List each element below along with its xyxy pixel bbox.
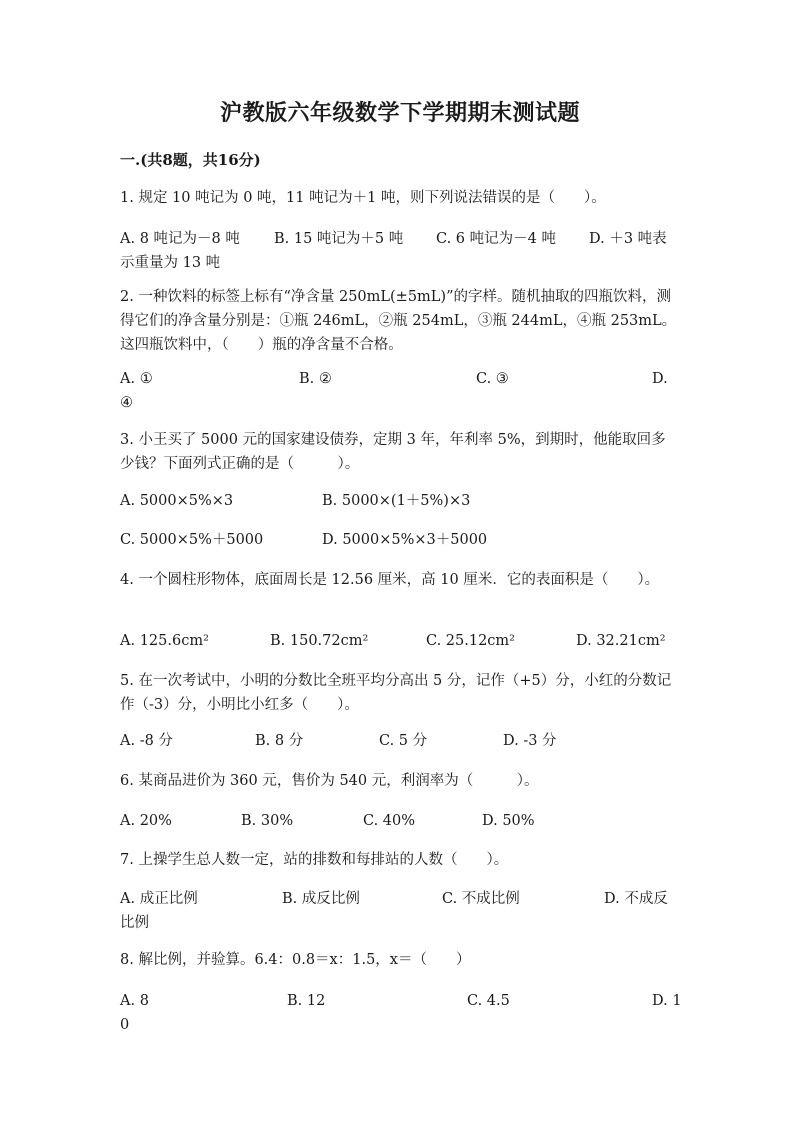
question-5-stem: 5. 在一次考试中，小明的分数比全班平均分高出 5 分，记作（+5）分，小红的分数记作（-3）分，小明比小红多（ ）。 bbox=[120, 673, 672, 713]
option-d-continued: 示重量为 13 吨 bbox=[120, 255, 221, 271]
option-c: C. 6 吨记为－4 吨 bbox=[436, 231, 556, 247]
option-d: D. -3 分 bbox=[503, 733, 557, 749]
option-d: D. 1 bbox=[652, 993, 682, 1009]
option-c: C. 5000×5%＋5000 bbox=[120, 532, 264, 548]
option-c: C. 40% bbox=[363, 813, 416, 829]
question-7-stem: 7. 上操学生总人数一定，站的排数和每排站的人数（ ）。 bbox=[120, 852, 509, 868]
question-1-stem: 1. 规定 10 吨记为 0 吨，11 吨记为＋1 吨，则下列说法错误的是（ ）。 bbox=[120, 190, 606, 206]
option-d-continued: ④ bbox=[120, 395, 133, 411]
option-c: C. 25.12cm² bbox=[426, 633, 515, 649]
option-b: B. 15 吨记为＋5 吨 bbox=[274, 231, 404, 247]
option-a: A. 125.6cm² bbox=[120, 633, 209, 649]
option-c: C. 4.5 bbox=[467, 993, 510, 1009]
option-a: A. 8 吨记为－8 吨 bbox=[120, 231, 240, 247]
question-7-options bbox=[120, 887, 680, 935]
option-b: B. 成反比例 bbox=[282, 891, 360, 907]
section-heading: 一.(共8题，共16分) bbox=[120, 151, 261, 169]
option-d: D. 5000×5%×3＋5000 bbox=[322, 532, 488, 548]
question-2-stem: 2. 一种饮料的标签上标有“净含量 250mL(±5mL)”的字样。随机抽取的四瓶饮料，测得它们的净含量分别是：①瓶 246mL，②瓶 254mL，③瓶 244mL，④瓶 253mL。这四瓶饮料中，（ ）瓶的净含量不合格。 bbox=[120, 289, 677, 353]
page-title: 沪教版六年级数学下学期期末测试题 bbox=[219, 100, 580, 126]
option-c: C. ③ bbox=[476, 371, 509, 387]
option-b: B. 12 bbox=[287, 993, 326, 1009]
option-a: A. 20% bbox=[120, 813, 172, 829]
option-b: B. 150.72cm² bbox=[270, 633, 369, 649]
option-a: A. 成正比例 bbox=[120, 891, 198, 907]
option-b: B. 5000×(1＋5%)×3 bbox=[322, 493, 471, 509]
option-a: A. ① bbox=[120, 371, 153, 387]
option-a: A. -8 分 bbox=[120, 733, 173, 749]
question-4-stem: 4. 一个圆柱形物体，底面周长是 12.56 厘米，高 10 厘米．它的表面积是（ ）。 bbox=[120, 572, 660, 588]
question-3-stem: 3. 小王买了 5000 元的国家建设债券，定期 3 年，年利率 5%，到期时，他能取回多少钱？下面列式正确的是（ ）。 bbox=[120, 432, 666, 472]
question-1-options bbox=[120, 227, 680, 275]
option-d: D. 不成反 bbox=[604, 891, 668, 907]
option-d: D. 50% bbox=[482, 813, 535, 829]
question-8-options bbox=[120, 989, 680, 1037]
option-d-continued: 比例 bbox=[120, 915, 149, 931]
question-2-options bbox=[120, 367, 680, 415]
option-b: B. 8 分 bbox=[255, 733, 304, 749]
option-d: D. 32.21cm² bbox=[576, 633, 666, 649]
option-c: C. 5 分 bbox=[379, 733, 428, 749]
option-a: A. 8 bbox=[120, 993, 149, 1009]
option-a: A. 5000×5%×3 bbox=[120, 493, 234, 509]
option-d: D. bbox=[652, 371, 668, 387]
option-c: C. 不成比例 bbox=[442, 891, 520, 907]
question-6-stem: 6. 某商品进价为 360 元，售价为 540 元，利润率为（ ）。 bbox=[120, 773, 539, 789]
question-8-stem: 8. 解比例，并验算。6.4：0.8＝x：1.5，x＝（ ） bbox=[120, 952, 471, 968]
option-d-continued: 0 bbox=[120, 1017, 130, 1033]
option-d: D. ＋3 吨表 bbox=[589, 231, 667, 247]
option-b: B. ② bbox=[299, 371, 332, 387]
option-b: B. 30% bbox=[241, 813, 294, 829]
